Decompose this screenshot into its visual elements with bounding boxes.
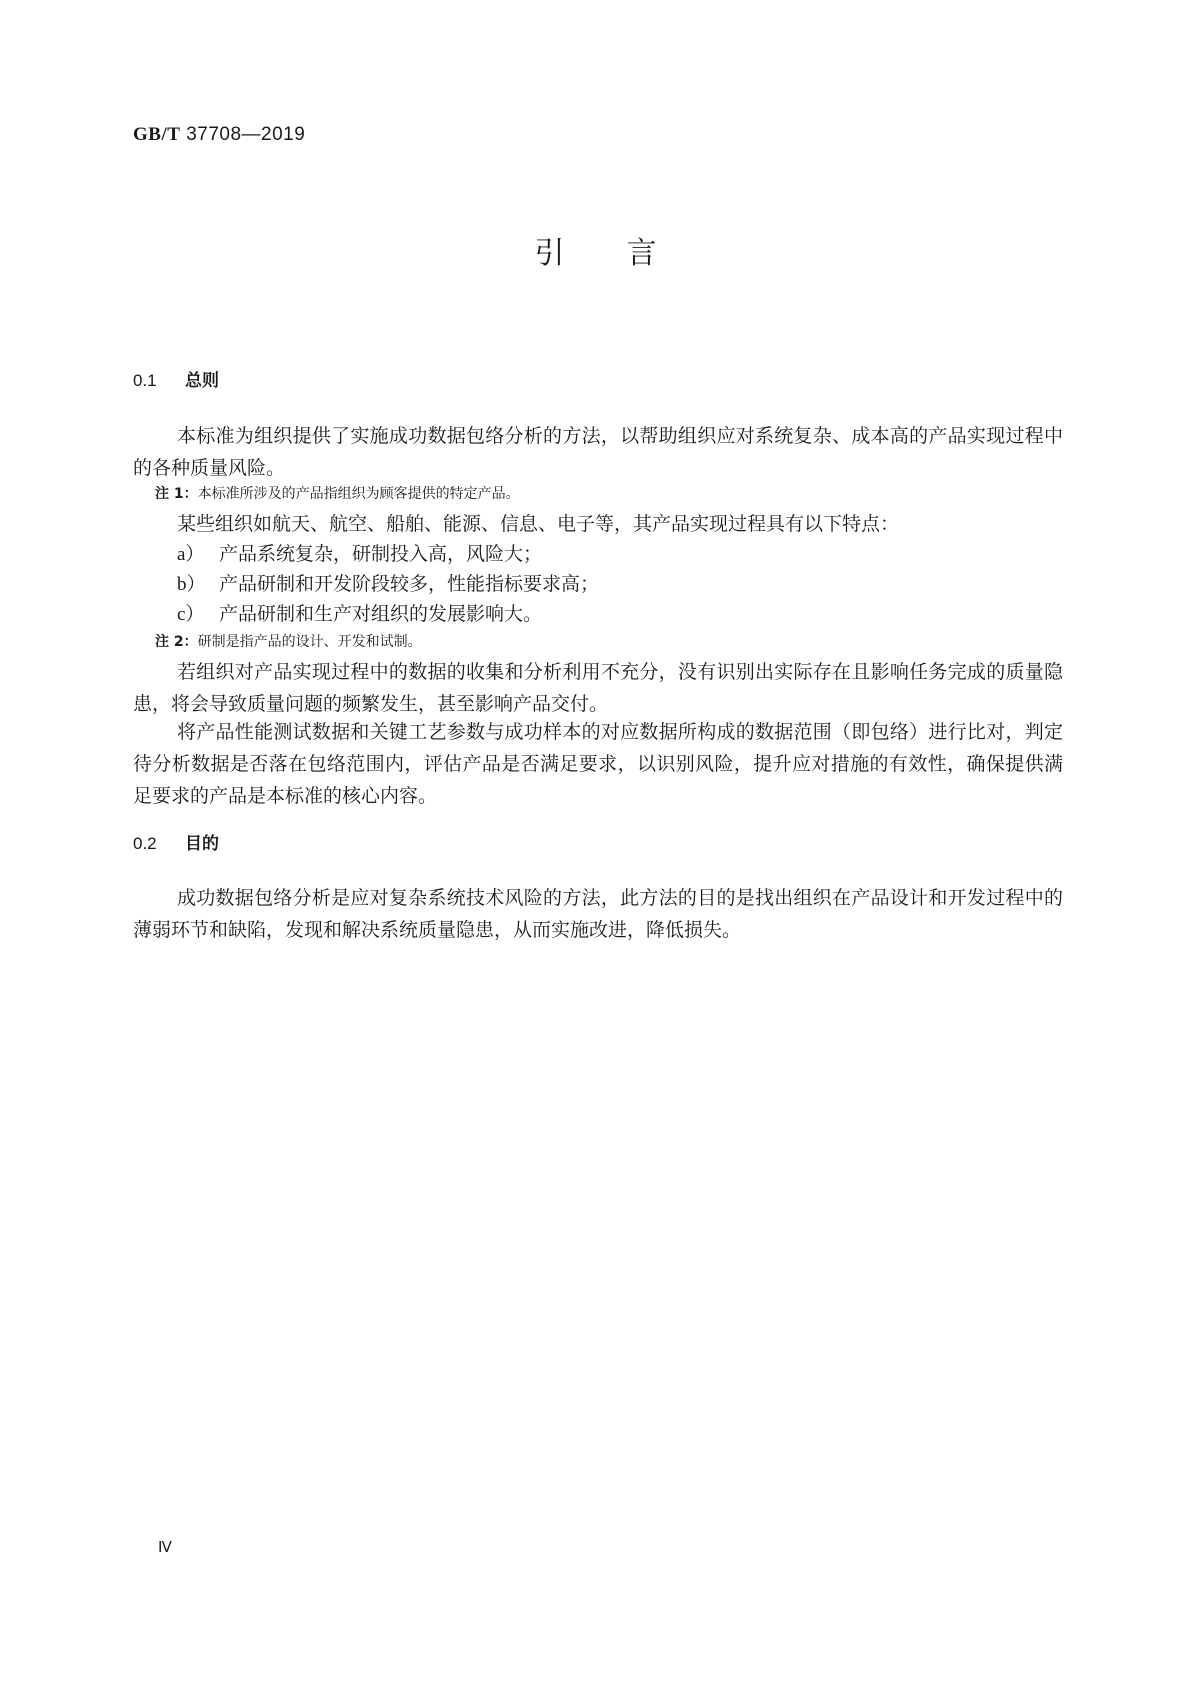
list-marker: b） (177, 574, 206, 595)
list-text: 产品系统复杂，研制投入高，风险大； (219, 543, 543, 565)
section-heading-0-1 (133, 366, 219, 391)
section-number: 0.2 (133, 834, 157, 853)
note-label: 注 1： (155, 486, 198, 502)
document-header (133, 124, 305, 146)
paragraph: 本标准为组织提供了实施成功数据包络分析的方法，以帮助组织应对系统复杂、成本高的产品实现过程中的各种质量风险。 (133, 425, 1063, 479)
paragraph: 将产品性能测试数据和关键工艺参数与成功样本的对应数据所构成的数据范围（即包络）进行比对，判定待分析数据是否落在包络范围内，评估产品是否满足要求，以识别风险，提升应对措施的有效性，确保提供满足要求的产品是本标准的核心内容。 (133, 721, 1063, 807)
page-title: 引言 (534, 236, 719, 271)
paragraph: 若组织对产品实现过程中的数据的收集和分析利用不充分，没有识别出实际存在且影响任务完成的质量隐患，将会导致质量问题的频繁发生，甚至影响产品交付。 (133, 661, 1063, 715)
note-label: 注 2： (155, 634, 198, 650)
list-marker: c） (177, 604, 205, 625)
list-item (177, 568, 599, 601)
page-number: Ⅳ (158, 1540, 172, 1556)
section-number: 0.1 (133, 371, 157, 390)
standard-number: 37708—2019 (186, 124, 306, 145)
note-text: 研制是指产品的设计、开发和试制。 (197, 634, 422, 650)
list-text: 产品研制和开发阶段较多，性能指标要求高； (219, 573, 600, 595)
paragraph: 成功数据包络分析是应对复杂系统技术风险的方法，此方法的目的是找出组织在产品设计和开发过程中的薄弱环节和缺陷，发现和解决系统质量隐患，从而实施改进，降低损失。 (133, 887, 1063, 941)
list-item (177, 538, 542, 571)
note-text: 本标准所涉及的产品指组织为顾客提供的特定产品。 (197, 486, 520, 502)
note-2 (155, 632, 422, 652)
paragraph: 某些组织如航天、航空、船舶、能源、信息、电子等，其产品实现过程具有以下特点： (177, 513, 900, 535)
note-1 (155, 484, 520, 504)
section-heading-0-2 (133, 829, 219, 854)
section-title: 总则 (185, 371, 219, 391)
section-title: 目的 (185, 834, 219, 854)
list-text: 产品研制和生产对组织的发展影响大。 (219, 603, 543, 625)
list-marker: a） (177, 544, 205, 565)
standard-code: GB/T (133, 124, 181, 145)
list-item (177, 598, 542, 631)
